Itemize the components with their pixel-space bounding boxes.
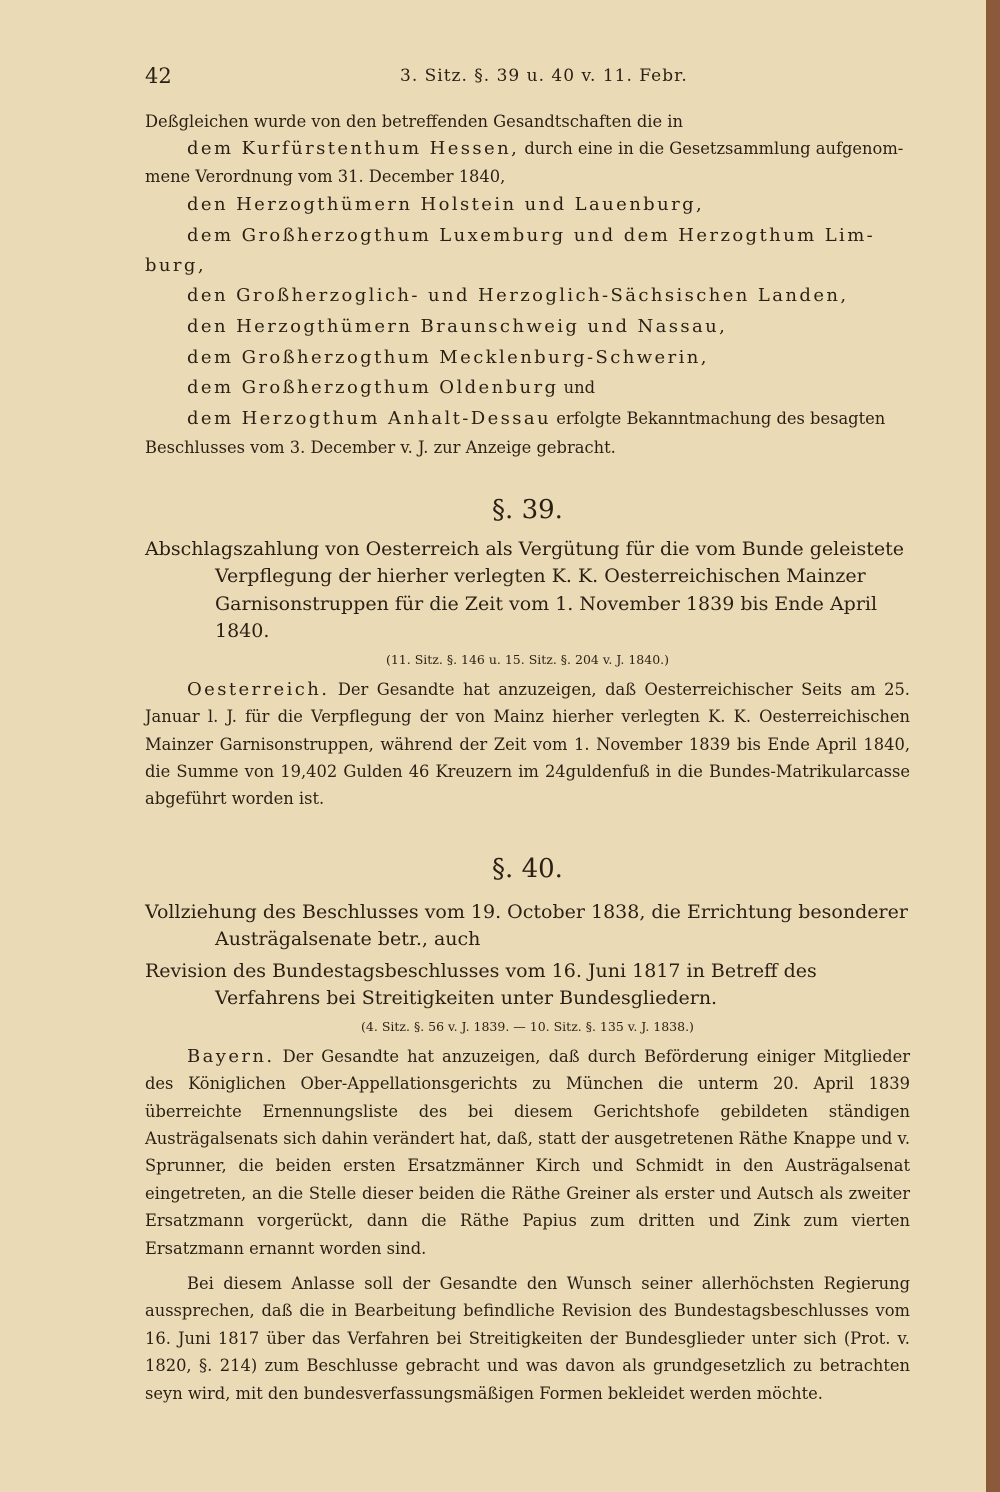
- intro-text: erfolgte Bekanntmachung des besagten: [551, 408, 886, 428]
- spaced-name: dem Großherzogthum Oldenburg: [187, 377, 559, 399]
- page-edge: [986, 0, 1000, 1492]
- intro-line: Deßgleichen wurde von den betreffenden Gesandtschaften die in: [145, 112, 683, 131]
- citation: (11. Sitz. §. 146 u. 15. Sitz. §. 204 v. J. 1840.): [385, 651, 670, 667]
- state-line-cont: burg,: [145, 255, 206, 277]
- state-line: den Großherzoglich- und Herzoglich-Sächsischen Landen,: [187, 285, 849, 307]
- state-line: [145, 373, 910, 404]
- state-line: den Herzogthümern Holstein und Lauenburg,: [187, 194, 705, 216]
- paragraph-gap: [145, 1262, 910, 1270]
- section-title: Abschlagszahlung von Oesterreich als Vergütung für die vom Bunde geleistete Verpflegung der hierher verlegten K. K. Oesterreichischen Mainzer Garnisonstruppen für die Zeit vom 1. November 1839 bis Ende April 1840.: [145, 537, 905, 643]
- intro-text: und: [558, 378, 596, 398]
- section-39: [145, 494, 910, 813]
- spaced-name: dem Kurfürstenthum Hessen,: [187, 138, 520, 160]
- running-head: 3. Sitz. §. 39 u. 40 v. 11. Febr.: [400, 66, 688, 86]
- state-line: den Herzogthümern Braunschweig und Nassau,: [187, 316, 728, 337]
- section-title: Revision des Bundestagsbeschlusses vom 16. Juni 1817 in Betreff des Verfahrens bei Streitigkeiten unter Bundesgliedern.: [145, 959, 817, 1010]
- paragraph-text: Der Gesandte hat anzuzeigen, daß Oesterreichischer Seits am 25. Januar l. J. für die Verpflegung der von Mainz hierher verlegten K. K. Oesterreichischen Mainzer Garnisonstruppen, während der Zeit vom 1. November 1839 bis Ende April 1840, die Summe von 19,402 Gulden 46 Kreuzern im 24guldenfuß in die Bundes-Matrikularcasse abgeführt worden ist.: [145, 679, 910, 809]
- state-line: [145, 404, 910, 435]
- spaced-name: dem Herzogthum Anhalt-Dessau: [187, 407, 552, 429]
- section-title: Vollziehung des Beschlusses vom 19. October 1838, die Errichtung besonderer Austrägalsenate betr., auch: [145, 900, 908, 951]
- intro-line: mene Verordnung vom 31. December 1840,: [145, 166, 506, 186]
- section-paragraph: [145, 676, 910, 813]
- section-number: §. 40.: [492, 853, 563, 884]
- intro-block: [145, 108, 910, 462]
- state-line: dem Großherzogthum Mecklenburg-Schwerin,: [187, 346, 709, 368]
- state-line: dem Großherzogthum Luxemburg und dem Herzogthum Lim-: [187, 224, 876, 246]
- section-number: §. 39.: [492, 494, 563, 525]
- page-header: [145, 64, 875, 94]
- section-40: [145, 853, 910, 1407]
- section-paragraph: [145, 1043, 910, 1262]
- intro-text: durch eine in die Gesetzsammlung aufgenom-: [519, 139, 904, 159]
- section-paragraph: Bei diesem Anlasse soll der Gesandte den Wunsch seiner allerhöchsten Regierung aussprechen, daß die in Bearbeitung befindliche Revision des Bundestagsbeschlusses vom 16. Juni 1817 über das Verfahren bei Streitigkeiten der Bundesglieder unter sich (Prot. v. 1820, §. 214) zum Beschlusse gebracht und was davon als grundgesetzlich zu betrachten seyn wird, mit den bundesverfassungsmäßigen Formen bekleidet werden möchte.: [145, 1274, 910, 1403]
- intro-line: [145, 135, 910, 162]
- speaker-name: Bayern.: [187, 1045, 275, 1067]
- page-content: [145, 108, 910, 1407]
- paragraph-text: Der Gesandte hat anzuzeigen, daß durch Beförderung einiger Mitglieder des Königlichen Ober-Appellationsgerichts zu München die unterm 20. April 1839 überreichte Ernennungsliste des bei diesem Gerichtshofe gebildeten ständigen Austrägalsenats sich dahin verändert hat, daß, statt der ausgetretenen Räthe Knappe und v. Sprunner, die beiden ersten Ersatzmänner Kirch und Schmidt in den Austrägalsenat eingetreten, an die Stelle dieser beiden die Räthe Greiner als erster und Autsch als zweiter Ersatzmann vorgerückt, dann die Räthe Papius zum dritten und Zink zum vierten Ersatzmann ernannt worden sind.: [145, 1046, 910, 1258]
- intro-line: Beschlusses vom 3. December v. J. zur Anzeige gebracht.: [145, 438, 616, 458]
- citation: (4. Sitz. §. 56 v. J. 1839. — 10. Sitz. §. 135 v. J. 1838.): [361, 1018, 694, 1034]
- page-number: 42: [145, 64, 172, 88]
- speaker-name: Oesterreich.: [187, 678, 330, 700]
